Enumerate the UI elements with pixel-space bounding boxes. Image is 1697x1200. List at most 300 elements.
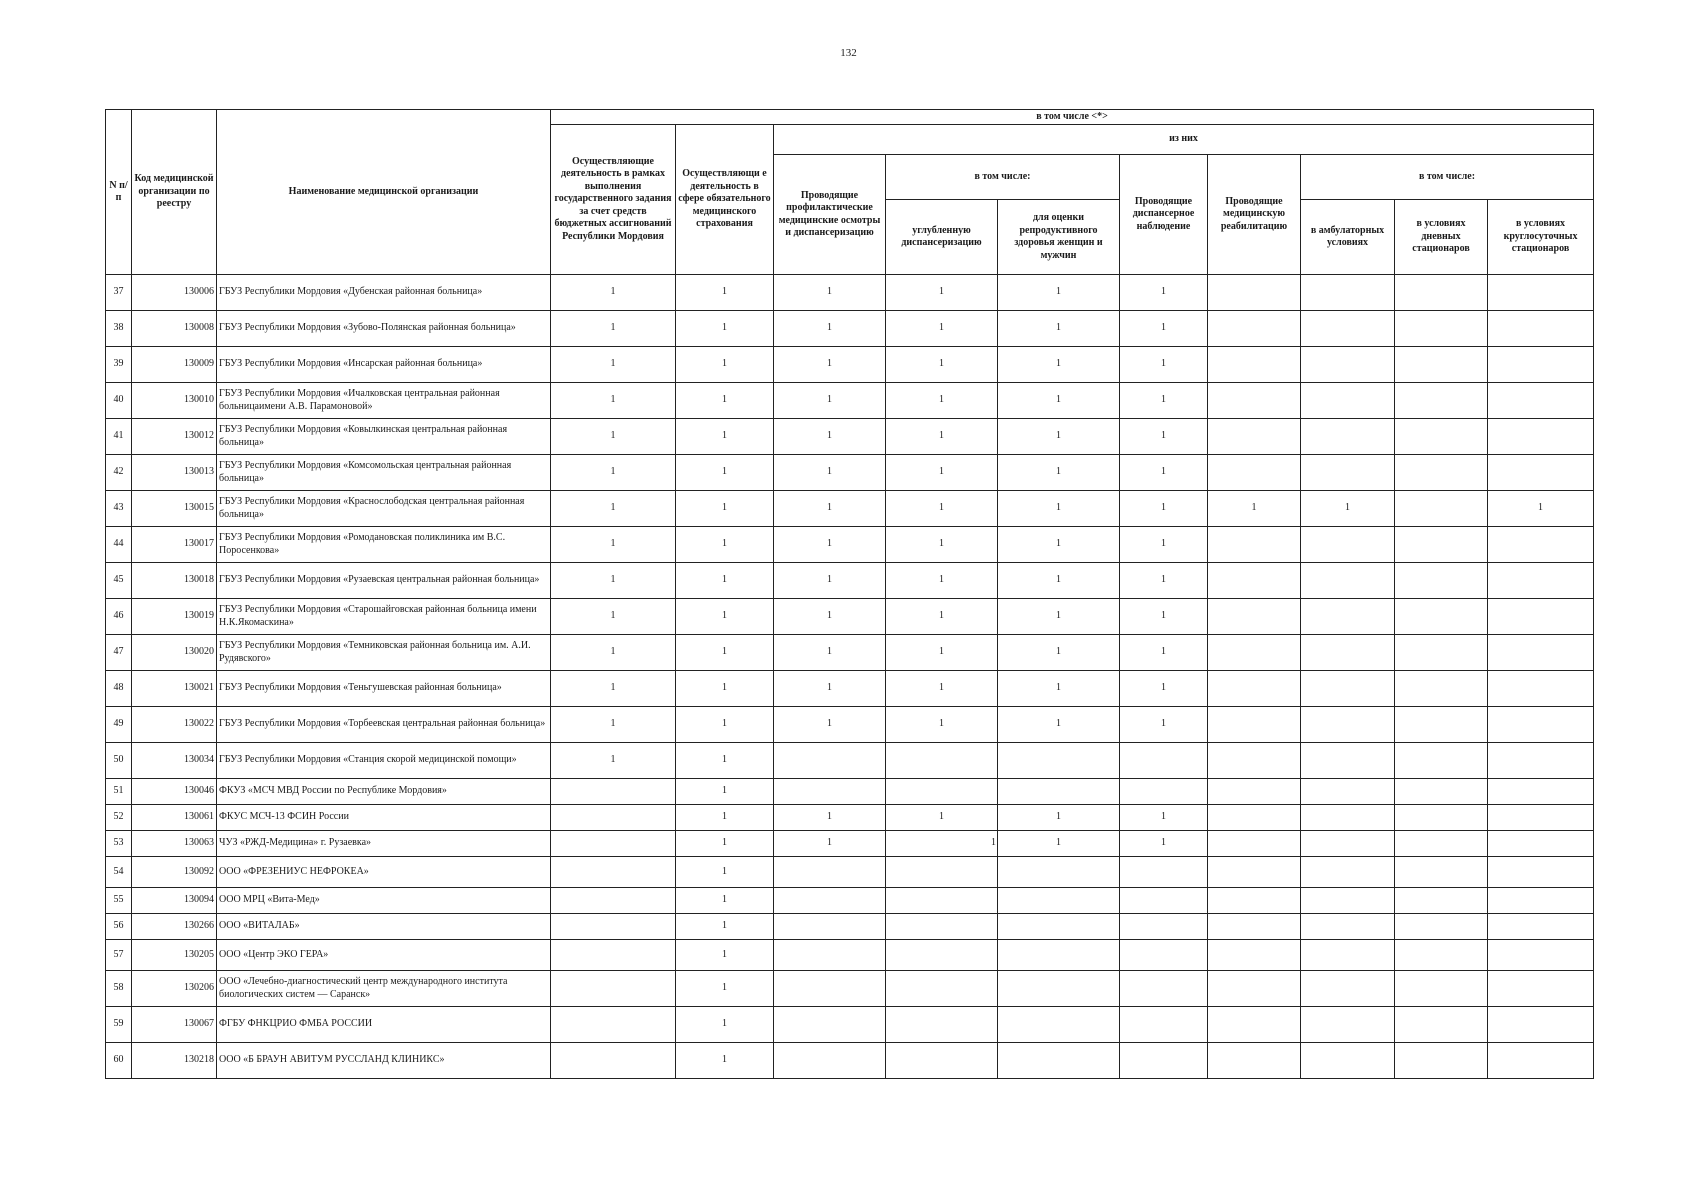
flag-cell: 1 xyxy=(998,635,1120,671)
flag-cell xyxy=(886,779,998,805)
row-number: 41 xyxy=(106,419,132,455)
flag-cell: 1 xyxy=(676,491,774,527)
flag-cell: 1 xyxy=(1120,491,1208,527)
flag-cell: 1 xyxy=(1120,831,1208,857)
flag-cell xyxy=(1488,275,1594,311)
flag-cell xyxy=(886,971,998,1007)
org-name: ГБУЗ Республики Мордовия «Комсомольская центральная районная больница» xyxy=(217,455,551,491)
org-name: ГБУЗ Республики Мордовия «Краснослободская центральная районная больница» xyxy=(217,491,551,527)
row-number: 53 xyxy=(106,831,132,857)
flag-cell xyxy=(774,857,886,888)
org-name: ГБУЗ Республики Мордовия «Теньгушевская районная больница» xyxy=(217,671,551,707)
flag-cell xyxy=(551,1043,676,1079)
row-number: 49 xyxy=(106,707,132,743)
flag-cell xyxy=(1301,527,1395,563)
flag-cell xyxy=(1301,563,1395,599)
flag-cell: 1 xyxy=(886,311,998,347)
row-number: 38 xyxy=(106,311,132,347)
org-name: ГБУЗ Республики Мордовия «Старошайговская районная больница имени Н.К.Якомаскина» xyxy=(217,599,551,635)
header-prof: Проводящие профилактические медицинские осмотры и диспансеризацию xyxy=(774,155,886,275)
flag-cell: 1 xyxy=(886,347,998,383)
table-row xyxy=(106,971,1594,1007)
flag-cell xyxy=(1301,671,1395,707)
flag-cell: 1 xyxy=(551,383,676,419)
flag-cell: 1 xyxy=(774,419,886,455)
table-row xyxy=(106,491,1594,527)
table-row xyxy=(106,599,1594,635)
page-number: 132 xyxy=(840,47,857,59)
flag-cell xyxy=(1395,419,1488,455)
table-row xyxy=(106,671,1594,707)
flag-cell xyxy=(1395,599,1488,635)
flag-cell xyxy=(1208,275,1301,311)
flag-cell: 1 xyxy=(886,455,998,491)
flag-cell xyxy=(1488,805,1594,831)
flag-cell: 1 xyxy=(676,707,774,743)
table-row xyxy=(106,635,1594,671)
flag-cell: 1 xyxy=(774,707,886,743)
org-name: ГБУЗ Республики Мордовия «Торбеевская центральная районная больница» xyxy=(217,707,551,743)
flag-cell xyxy=(1301,419,1395,455)
flag-cell: 1 xyxy=(774,311,886,347)
flag-cell: 1 xyxy=(886,491,998,527)
org-code: 130092 xyxy=(132,857,217,888)
flag-cell: 1 xyxy=(998,455,1120,491)
row-number: 59 xyxy=(106,1007,132,1043)
flag-cell xyxy=(1120,779,1208,805)
flag-cell xyxy=(886,1007,998,1043)
flag-cell xyxy=(1208,779,1301,805)
table-row xyxy=(106,1043,1594,1079)
org-code: 130061 xyxy=(132,805,217,831)
flag-cell: 1 xyxy=(676,671,774,707)
flag-cell xyxy=(1301,599,1395,635)
flag-cell xyxy=(551,831,676,857)
flag-cell xyxy=(1301,1043,1395,1079)
org-code: 130010 xyxy=(132,383,217,419)
org-name: ООО «ФРЕЗЕНИУС НЕФРОКЕА» xyxy=(217,857,551,888)
org-code: 130012 xyxy=(132,419,217,455)
flag-cell: 1 xyxy=(1120,275,1208,311)
flag-cell xyxy=(1301,914,1395,940)
org-code: 130063 xyxy=(132,831,217,857)
flag-cell xyxy=(1488,1007,1594,1043)
table-row xyxy=(106,311,1594,347)
flag-cell xyxy=(1395,743,1488,779)
flag-cell xyxy=(1488,707,1594,743)
org-name: ООО «ВИТАЛАБ» xyxy=(217,914,551,940)
flag-cell: 1 xyxy=(676,419,774,455)
flag-cell: 1 xyxy=(551,347,676,383)
flag-cell xyxy=(1120,940,1208,971)
flag-cell xyxy=(998,1043,1120,1079)
org-code: 130266 xyxy=(132,914,217,940)
flag-cell: 1 xyxy=(774,671,886,707)
flag-cell xyxy=(1120,857,1208,888)
flag-cell xyxy=(998,857,1120,888)
org-code: 130013 xyxy=(132,455,217,491)
header-amb: в амбулаторных условиях xyxy=(1301,200,1395,275)
flag-cell: 1 xyxy=(1120,455,1208,491)
flag-cell: 1 xyxy=(998,599,1120,635)
flag-cell: 1 xyxy=(774,635,886,671)
flag-cell xyxy=(1395,671,1488,707)
flag-cell xyxy=(774,1043,886,1079)
flag-cell: 1 xyxy=(676,599,774,635)
flag-cell xyxy=(1301,635,1395,671)
flag-cell xyxy=(774,1007,886,1043)
flag-cell xyxy=(1488,671,1594,707)
flag-cell: 1 xyxy=(886,635,998,671)
flag-cell: 1 xyxy=(774,599,886,635)
flag-cell: 1 xyxy=(676,805,774,831)
flag-cell: 1 xyxy=(676,779,774,805)
flag-cell: 1 xyxy=(551,419,676,455)
flag-cell xyxy=(1395,707,1488,743)
flag-cell xyxy=(1488,743,1594,779)
flag-cell xyxy=(1488,635,1594,671)
flag-cell xyxy=(1120,914,1208,940)
flag-cell xyxy=(998,914,1120,940)
flag-cell xyxy=(998,1007,1120,1043)
flag-cell xyxy=(1488,599,1594,635)
org-code: 130008 xyxy=(132,311,217,347)
row-number: 50 xyxy=(106,743,132,779)
flag-cell xyxy=(1488,455,1594,491)
row-number: 48 xyxy=(106,671,132,707)
org-name: ФКУС МСЧ-13 ФСИН России xyxy=(217,805,551,831)
flag-cell xyxy=(1208,347,1301,383)
flag-cell xyxy=(1395,311,1488,347)
flag-cell: 1 xyxy=(886,805,998,831)
table-row xyxy=(106,743,1594,779)
flag-cell xyxy=(998,940,1120,971)
flag-cell: 1 xyxy=(998,311,1120,347)
flag-cell xyxy=(1120,888,1208,914)
org-code: 130015 xyxy=(132,491,217,527)
flag-cell xyxy=(998,888,1120,914)
flag-cell: 1 xyxy=(1488,491,1594,527)
row-number: 42 xyxy=(106,455,132,491)
flag-cell: 1 xyxy=(676,275,774,311)
flag-cell xyxy=(1395,914,1488,940)
flag-cell: 1 xyxy=(998,831,1120,857)
flag-cell: 1 xyxy=(998,419,1120,455)
flag-cell xyxy=(774,743,886,779)
org-name: ГБУЗ Республики Мордовия «Станция скорой медицинской помощи» xyxy=(217,743,551,779)
flag-cell: 1 xyxy=(551,275,676,311)
flag-cell xyxy=(1301,275,1395,311)
table-row xyxy=(106,831,1594,857)
flag-cell xyxy=(1301,779,1395,805)
flag-cell xyxy=(1120,1043,1208,1079)
flag-cell: 1 xyxy=(676,563,774,599)
flag-cell xyxy=(551,805,676,831)
flag-cell xyxy=(1301,971,1395,1007)
flag-cell xyxy=(1395,1007,1488,1043)
flag-cell: 1 xyxy=(774,347,886,383)
flag-cell xyxy=(551,940,676,971)
row-number: 40 xyxy=(106,383,132,419)
flag-cell: 1 xyxy=(551,671,676,707)
table-row xyxy=(106,383,1594,419)
org-name: ГБУЗ Республики Мордовия «Рузаевская центральная районная больница» xyxy=(217,563,551,599)
org-name: ООО «Центр ЭКО ГЕРА» xyxy=(217,940,551,971)
flag-cell xyxy=(551,914,676,940)
header-rehab: Проводящие медицинскую реабилитацию xyxy=(1208,155,1301,275)
org-name: ООО «Лечебно-диагностический центр международного института биологических систем — Саранск» xyxy=(217,971,551,1007)
org-code: 130009 xyxy=(132,347,217,383)
flag-cell xyxy=(1395,527,1488,563)
org-name: ГБУЗ Республики Мордовия «Инсарская районная больница» xyxy=(217,347,551,383)
header-round: в условиях круглосуточных стационаров xyxy=(1488,200,1594,275)
flag-cell xyxy=(551,971,676,1007)
org-code: 130018 xyxy=(132,563,217,599)
flag-cell xyxy=(1488,383,1594,419)
flag-cell xyxy=(1488,779,1594,805)
table-row xyxy=(106,940,1594,971)
table-row xyxy=(106,347,1594,383)
row-number: 55 xyxy=(106,888,132,914)
row-number: 37 xyxy=(106,275,132,311)
flag-cell xyxy=(774,971,886,1007)
flag-cell: 1 xyxy=(1120,527,1208,563)
flag-cell: 1 xyxy=(774,491,886,527)
org-name: ГБУЗ Республики Мордовия «Ковылкинская центральная районная больница» xyxy=(217,419,551,455)
flag-cell xyxy=(1395,1043,1488,1079)
header-including: в том числе <*> xyxy=(551,110,1594,125)
flag-cell xyxy=(1208,940,1301,971)
flag-cell xyxy=(551,857,676,888)
flag-cell: 1 xyxy=(676,971,774,1007)
flag-cell: 1 xyxy=(998,347,1120,383)
flag-cell: 1 xyxy=(676,635,774,671)
flag-cell: 1 xyxy=(886,419,998,455)
flag-cell: 1 xyxy=(998,383,1120,419)
header-oms: Осуществляющи е деятельность в сфере обязательного медицинского страхования xyxy=(676,125,774,275)
flag-cell xyxy=(1488,857,1594,888)
table-row xyxy=(106,455,1594,491)
flag-cell: 1 xyxy=(551,599,676,635)
table-row xyxy=(106,563,1594,599)
flag-cell: 1 xyxy=(676,743,774,779)
row-number: 44 xyxy=(106,527,132,563)
flag-cell: 1 xyxy=(676,857,774,888)
flag-cell xyxy=(551,888,676,914)
flag-cell: 1 xyxy=(886,671,998,707)
row-number: 39 xyxy=(106,347,132,383)
flag-cell xyxy=(1120,743,1208,779)
flag-cell xyxy=(1301,383,1395,419)
flag-cell: 1 xyxy=(551,527,676,563)
table-row xyxy=(106,527,1594,563)
flag-cell xyxy=(1488,419,1594,455)
header-day: в условиях дневных стационаров xyxy=(1395,200,1488,275)
flag-cell xyxy=(1208,671,1301,707)
flag-cell: 1 xyxy=(551,455,676,491)
flag-cell: 1 xyxy=(998,707,1120,743)
flag-cell xyxy=(1208,599,1301,635)
flag-cell xyxy=(1208,805,1301,831)
flag-cell xyxy=(1395,275,1488,311)
flag-cell xyxy=(1301,831,1395,857)
flag-cell xyxy=(774,914,886,940)
flag-cell: 1 xyxy=(551,743,676,779)
table-body xyxy=(106,275,1594,1079)
flag-cell: 1 xyxy=(1120,419,1208,455)
flag-cell: 1 xyxy=(774,275,886,311)
org-name: ГБУЗ Республики Мордовия «Дубенская районная больница» xyxy=(217,275,551,311)
flag-cell xyxy=(1208,527,1301,563)
flag-cell xyxy=(551,779,676,805)
flag-cell xyxy=(1395,971,1488,1007)
flag-cell: 1 xyxy=(676,1043,774,1079)
flag-cell xyxy=(1208,971,1301,1007)
table-row xyxy=(106,914,1594,940)
flag-cell xyxy=(1395,805,1488,831)
org-code: 130022 xyxy=(132,707,217,743)
flag-cell: 1 xyxy=(774,563,886,599)
flag-cell xyxy=(1395,831,1488,857)
flag-cell xyxy=(998,779,1120,805)
flag-cell xyxy=(1488,888,1594,914)
org-code: 130218 xyxy=(132,1043,217,1079)
flag-cell: 1 xyxy=(886,707,998,743)
flag-cell: 1 xyxy=(1120,383,1208,419)
row-number: 56 xyxy=(106,914,132,940)
flag-cell xyxy=(886,914,998,940)
flag-cell xyxy=(1208,419,1301,455)
flag-cell: 1 xyxy=(774,527,886,563)
flag-cell xyxy=(1395,455,1488,491)
flag-cell xyxy=(1208,1007,1301,1043)
flag-cell: 1 xyxy=(676,914,774,940)
flag-cell: 1 xyxy=(676,527,774,563)
header-of-them: из них xyxy=(774,125,1594,155)
flag-cell: 1 xyxy=(1120,707,1208,743)
flag-cell xyxy=(1301,940,1395,971)
row-number: 60 xyxy=(106,1043,132,1079)
org-code: 130019 xyxy=(132,599,217,635)
flag-cell xyxy=(551,1007,676,1043)
table-row xyxy=(106,779,1594,805)
table-row xyxy=(106,888,1594,914)
org-name: ООО МРЦ «Вита-Мед» xyxy=(217,888,551,914)
org-code: 130034 xyxy=(132,743,217,779)
flag-cell: 1 xyxy=(886,563,998,599)
flag-cell xyxy=(886,940,998,971)
table-row xyxy=(106,805,1594,831)
flag-cell xyxy=(1208,311,1301,347)
flag-cell xyxy=(1301,888,1395,914)
flag-cell: 1 xyxy=(676,383,774,419)
header-repro: для оценки репродуктивного здоровья женщин и мужчин xyxy=(998,200,1120,275)
row-number: 52 xyxy=(106,805,132,831)
flag-cell xyxy=(774,779,886,805)
flag-cell: 1 xyxy=(551,563,676,599)
row-number: 45 xyxy=(106,563,132,599)
flag-cell: 1 xyxy=(1120,347,1208,383)
flag-cell xyxy=(1301,707,1395,743)
header-n: N п/п xyxy=(106,110,132,275)
header-incl-2: в том числе: xyxy=(1301,155,1594,200)
org-code: 130021 xyxy=(132,671,217,707)
flag-cell xyxy=(1301,857,1395,888)
flag-cell: 1 xyxy=(998,563,1120,599)
header-incl-1: в том числе: xyxy=(886,155,1120,200)
flag-cell xyxy=(774,940,886,971)
flag-cell: 1 xyxy=(886,599,998,635)
flag-cell: 1 xyxy=(886,383,998,419)
flag-cell xyxy=(1395,383,1488,419)
flag-cell: 1 xyxy=(676,831,774,857)
table-row xyxy=(106,419,1594,455)
flag-cell xyxy=(1488,563,1594,599)
flag-cell: 1 xyxy=(998,527,1120,563)
flag-cell: 1 xyxy=(998,671,1120,707)
flag-cell xyxy=(1395,491,1488,527)
flag-cell: 1 xyxy=(774,383,886,419)
flag-cell xyxy=(886,743,998,779)
flag-cell xyxy=(1488,940,1594,971)
flag-cell xyxy=(1208,707,1301,743)
flag-cell xyxy=(774,888,886,914)
table-header xyxy=(106,110,1594,275)
flag-cell: 1 xyxy=(676,1007,774,1043)
header-code: Код медицинской организации по реестру xyxy=(132,110,217,275)
table-row xyxy=(106,857,1594,888)
flag-cell: 1 xyxy=(998,275,1120,311)
flag-cell xyxy=(1488,971,1594,1007)
org-code: 130020 xyxy=(132,635,217,671)
row-number: 47 xyxy=(106,635,132,671)
org-code: 130205 xyxy=(132,940,217,971)
header-name: Наименование медицинской организации xyxy=(217,110,551,275)
flag-cell xyxy=(998,971,1120,1007)
flag-cell: 1 xyxy=(1301,491,1395,527)
flag-cell: 1 xyxy=(886,275,998,311)
header-deep: углубленную диспансеризацию xyxy=(886,200,998,275)
flag-cell xyxy=(1488,914,1594,940)
flag-cell xyxy=(1488,527,1594,563)
flag-cell xyxy=(1301,455,1395,491)
flag-cell: 1 xyxy=(1120,805,1208,831)
flag-cell xyxy=(1395,563,1488,599)
flag-cell xyxy=(1208,563,1301,599)
org-name: ФГБУ ФНКЦРИО ФМБА РОССИИ xyxy=(217,1007,551,1043)
flag-cell xyxy=(1488,347,1594,383)
flag-cell xyxy=(1301,805,1395,831)
flag-cell xyxy=(1395,635,1488,671)
flag-cell xyxy=(1301,311,1395,347)
flag-cell xyxy=(1395,940,1488,971)
header-budget: Осуществляющие деятельность в рамках выполнения государственного задания за счет средств бюджетных ассигнований Республики Мордовия xyxy=(551,125,676,275)
flag-cell: 1 xyxy=(551,491,676,527)
flag-cell: 1 xyxy=(676,888,774,914)
org-name: ГБУЗ Республики Мордовия «Темниковская районная больница им. А.И. Рудявского» xyxy=(217,635,551,671)
org-name: ЧУЗ «РЖД-Медицина» г. Рузаевка» xyxy=(217,831,551,857)
flag-cell: 1 xyxy=(676,347,774,383)
flag-cell xyxy=(1301,743,1395,779)
flag-cell xyxy=(886,1043,998,1079)
flag-cell xyxy=(1395,857,1488,888)
org-code: 130006 xyxy=(132,275,217,311)
org-code: 130017 xyxy=(132,527,217,563)
flag-cell: 1 xyxy=(774,455,886,491)
org-name: ООО «Б БРАУН АВИТУМ РУССЛАНД КЛИНИКС» xyxy=(217,1043,551,1079)
table-row xyxy=(106,275,1594,311)
row-number: 51 xyxy=(106,779,132,805)
